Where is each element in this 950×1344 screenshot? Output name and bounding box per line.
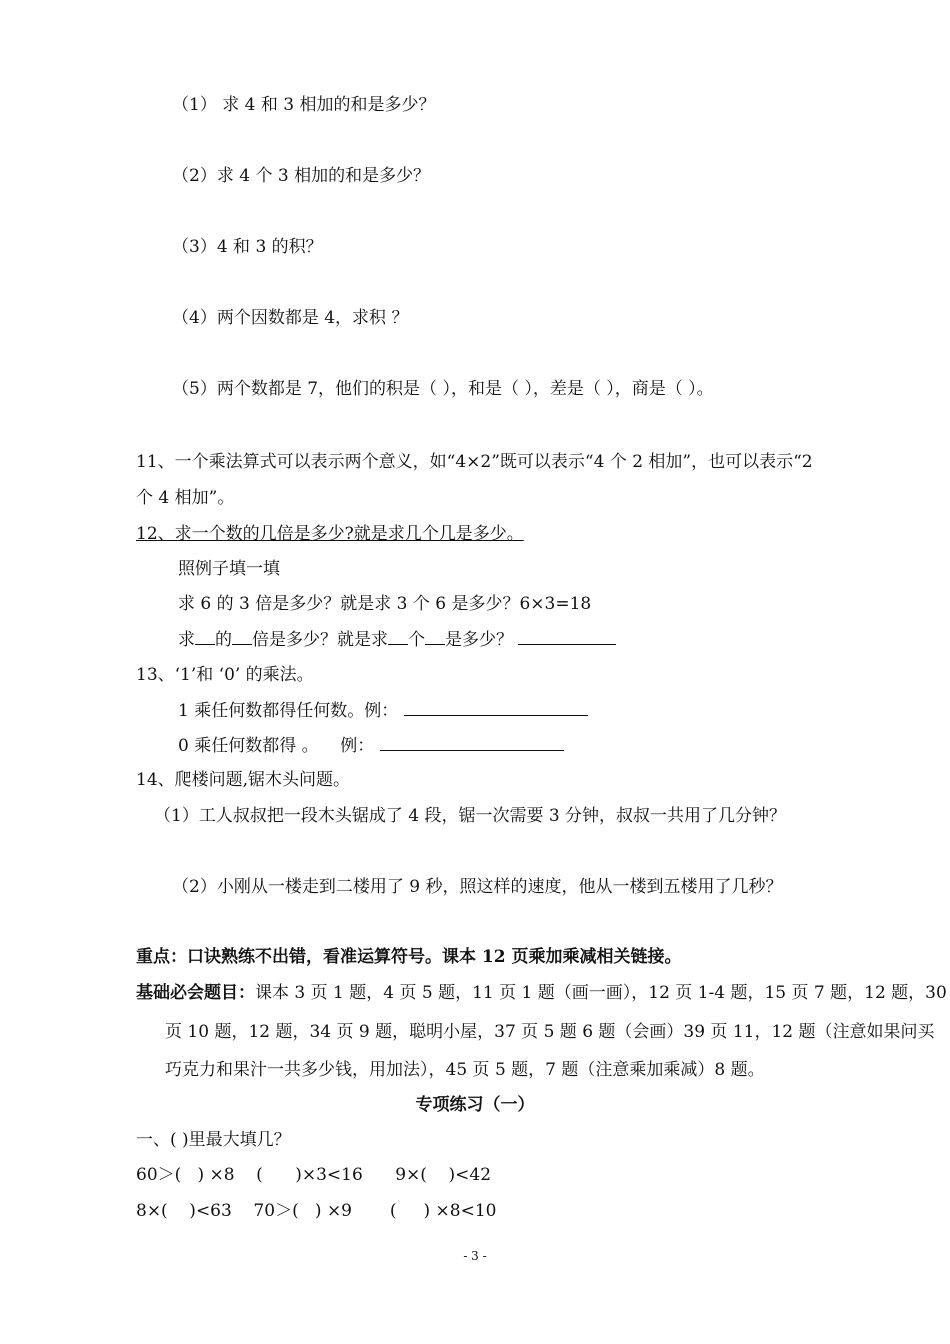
- item-13-rule-1: [178, 699, 588, 721]
- rule-2-text: 0 乘任何数都得 。 例：: [178, 736, 375, 756]
- item-11-line-1: 11、一个乘法算式可以表示两个意义，如“4×2”既可以表示“4 个 2 相加”，也可以表示“2: [136, 452, 813, 472]
- practice-section-1: 一、( )里最大填几？: [136, 1130, 291, 1150]
- basics-label: 基础必会题目：: [136, 983, 255, 1003]
- item-12-example: 求 6 的 3 倍是多少？就是求 3 个 6 是多少？6×3=18: [178, 594, 592, 614]
- blank-3[interactable]: [388, 628, 408, 645]
- blank-2[interactable]: [232, 628, 252, 645]
- item-12-example-intro: 照例子填一填: [178, 559, 280, 579]
- practice-row-2: 8×( )<63 70＞( ) ×9 ( ) ×8<10: [136, 1201, 497, 1221]
- question-10-1: （1） 求 4 和 3 相加的和是多少？: [172, 95, 436, 115]
- basics-line-1: [136, 982, 947, 1004]
- fill-text-2: 的: [215, 630, 232, 650]
- item-14-heading: 14、爬楼问题,锯木头问题。: [136, 770, 351, 790]
- key-point: 重点：口诀熟练不出错，看准运算符号。课本 12 页乘加乘减相关链接。: [136, 947, 682, 967]
- item-14-question-1: （1）工人叔叔把一段木头锯成了 4 段，锯一次需要 3 分钟，叔叔一共用了几分钟？: [154, 806, 787, 826]
- rule-1-text: 1 乘任何数都得任何数。例：: [178, 701, 399, 721]
- basics-line-3: 巧克力和果汁一共多少钱，用加法），45 页 5 题，7 题（注意乘加乘减）8 题。: [165, 1060, 765, 1080]
- question-10-3: （3）4 和 3 的积？: [172, 237, 323, 257]
- blank-4[interactable]: [425, 628, 445, 645]
- basics-line-2: 页 10 题，12 题，34 页 9 题，聪明小屋，37 页 5 题 6 题（会画）39 页 11，12 题（注意如果问买: [165, 1022, 935, 1042]
- question-10-2: （2）求 4 个 3 相加的和是多少？: [172, 166, 431, 186]
- answer-blank[interactable]: [518, 628, 616, 645]
- question-10-5: （5）两个数都是 7，他们的积是（ ），和是（ ），差是（ ），商是（ ）。: [172, 379, 714, 399]
- practice-row-1: 60＞( ) ×8 ( )×3<16 9×( )<42: [136, 1165, 492, 1185]
- item-13-rule-2: [178, 734, 564, 756]
- item-13-heading: 13、‘1’和 ‘0’ 的乘法。: [136, 665, 314, 685]
- page-number: - 3 -: [463, 1249, 487, 1263]
- rule-1-answer-blank[interactable]: [404, 699, 588, 716]
- basics-text-1: 课本 3 页 1 题，4 页 5 题，11 页 1 题（画一画），12 页 1-4 题，15 页 7 题，12 题，30: [255, 983, 947, 1003]
- blank-1[interactable]: [195, 628, 215, 645]
- fill-text-1: 求: [178, 630, 195, 650]
- item-11-line-2: 个 4 相加”。: [136, 488, 235, 508]
- item-12-fill-in: [178, 628, 616, 650]
- question-10-4: （4）两个因数都是 4，求积 ？: [172, 308, 409, 328]
- fill-text-5: 是多少？: [445, 630, 513, 650]
- fill-text-4: 个: [408, 630, 425, 650]
- fill-text-3: 倍是多少？就是求: [252, 630, 388, 650]
- item-12-heading: 12、求一个数的几倍是多少?就是求几个几是多少。: [136, 524, 524, 544]
- rule-2-answer-blank[interactable]: [380, 734, 564, 751]
- practice-title: 专项练习（一）: [415, 1095, 535, 1115]
- item-14-question-2: （2）小刚从一楼走到二楼用了 9 秒，照这样的速度，他从一楼到五楼用了几秒？: [172, 877, 783, 897]
